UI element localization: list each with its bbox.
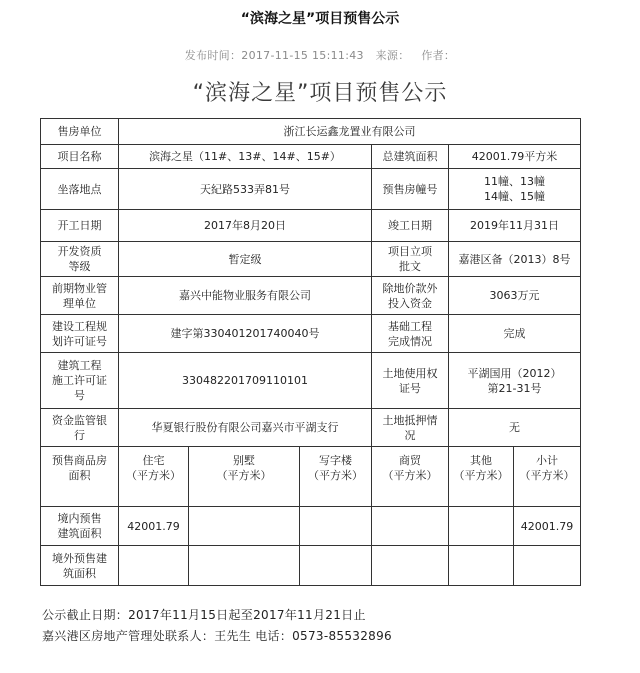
mortgage-label — [372, 409, 449, 447]
start-date-value: 2017年8月20日 — [119, 210, 372, 242]
domestic-commercial-value — [372, 507, 449, 546]
col-office-header — [300, 447, 372, 507]
property-mgmt-value: 嘉兴中能物业服务有限公司 — [119, 277, 372, 315]
col-unit: （平方米） — [126, 469, 181, 482]
table-row — [41, 447, 581, 507]
presale-building-label: 预售房幢号 — [372, 169, 449, 210]
col-name: 别墅 — [233, 454, 255, 467]
label-line: 建筑面积 — [57, 527, 102, 540]
dev-qualification-value: 暂定级 — [119, 242, 372, 277]
author-label: 作者： — [421, 49, 456, 62]
label-line: 境内预售 — [57, 512, 102, 525]
project-name-label: 项目名称 — [41, 145, 119, 169]
label-line: 完成情况 — [388, 334, 432, 348]
foreign-office-value — [300, 546, 372, 586]
publish-time: 发布时间：2017-11-15 15:11:43 — [184, 49, 364, 62]
label-line: 号 — [74, 389, 85, 402]
label-line: 基础工程 — [388, 319, 432, 333]
domestic-area-label — [41, 507, 119, 546]
investment-value: 3063万元 — [449, 277, 581, 315]
label-line: 投入资金 — [388, 296, 432, 310]
col-unit: （平方米） — [308, 469, 363, 482]
dev-qualification-label — [41, 242, 119, 277]
col-name: 其他 — [470, 454, 492, 467]
label-line: 批文 — [399, 260, 421, 273]
label-line: 土地抵押情 — [382, 413, 438, 427]
col-villa-header — [189, 447, 300, 507]
label-line: 理单位 — [63, 296, 96, 310]
approval-label — [372, 242, 449, 277]
table-row — [41, 169, 581, 210]
label-line: 况 — [404, 428, 416, 442]
label-line: 筑面积 — [63, 566, 96, 580]
property-mgmt-label — [41, 277, 119, 315]
article-meta — [0, 47, 640, 63]
total-area-label: 总建筑面积 — [372, 145, 449, 169]
seller-label: 售房单位 — [41, 119, 119, 145]
col-unit: （平方米） — [216, 469, 272, 482]
table-row — [41, 546, 581, 586]
land-cert-line2: 第21-31号 — [487, 381, 542, 395]
foreign-commercial-value — [372, 546, 449, 586]
presale-building-line2: 14幢、15幢 — [484, 190, 546, 203]
col-subtotal-header — [514, 447, 581, 507]
label-line: 前期物业管 — [52, 281, 107, 295]
label-line: 建筑工程 — [57, 359, 102, 372]
col-name: 写字楼 — [319, 454, 352, 467]
label-line: 开发资质 — [57, 245, 102, 258]
col-unit: （平方米） — [453, 469, 509, 482]
fund-bank-label — [41, 409, 119, 447]
foundation-value: 完成 — [449, 315, 581, 353]
land-cert-line1: 平湖国用（2012） — [467, 366, 562, 380]
col-name: 小计 — [536, 454, 559, 467]
col-residential-header — [119, 447, 189, 507]
presale-building-line1: 11幢、13幢 — [484, 175, 546, 188]
total-area-value: 42001.79平方米 — [449, 145, 581, 169]
mortgage-value: 无 — [449, 409, 581, 447]
label-line: 面积 — [68, 469, 91, 482]
domestic-residential-value: 42001.79 — [119, 507, 189, 546]
domestic-villa-value — [189, 507, 300, 546]
label-line: 境外预售建 — [52, 551, 107, 565]
source-label: 来源： — [375, 49, 410, 62]
foreign-area-label — [41, 546, 119, 586]
label-line: 划许可证号 — [52, 334, 107, 348]
contact-info: 嘉兴港区房地产管理处联系人：王先生 电话：0573-85532896 — [42, 629, 392, 643]
col-commercial-header — [372, 447, 449, 507]
col-unit: （平方米） — [382, 469, 438, 482]
label-line: 建设工程规 — [52, 319, 107, 333]
label-line: 除地价款外 — [382, 281, 438, 295]
fund-bank-value: 华夏银行股份有限公司嘉兴市平湖支行 — [119, 409, 372, 447]
table-row — [41, 145, 581, 169]
project-name-value: 滨海之星（11#、13#、14#、15#） — [119, 145, 372, 169]
table-row — [41, 507, 581, 546]
completion-date-value: 2019年11月31日 — [449, 210, 581, 242]
seller-value: 浙江长运鑫龙置业有限公司 — [119, 119, 581, 145]
label-line: 施工许可证 — [52, 374, 107, 387]
label-line: 预售商品房 — [52, 454, 107, 467]
land-cert-value — [449, 353, 581, 409]
label-line: 土地使用权 — [382, 366, 438, 380]
domestic-other-value — [449, 507, 514, 546]
construction-permit-value: 330482201709110101 — [119, 353, 372, 409]
label-line: 证号 — [399, 381, 421, 395]
planning-permit-value: 建字第330401201740040号 — [119, 315, 372, 353]
table-row — [41, 119, 581, 145]
col-name: 住宅 — [142, 454, 165, 467]
col-other-header — [449, 447, 514, 507]
foreign-residential-value — [119, 546, 189, 586]
table-row — [41, 277, 581, 315]
page-title: “滨海之星”项目预售公示 — [240, 11, 400, 27]
label-line: 等级 — [68, 260, 91, 273]
domestic-office-value — [300, 507, 372, 546]
location-value: 天紀路533弄81号 — [119, 169, 372, 210]
notice-period: 公示截止日期：2017年11月15日起至2017年11月21日止 — [42, 608, 366, 622]
presale-info-table — [40, 118, 581, 586]
presale-building-value — [449, 169, 581, 210]
col-unit: （平方米） — [519, 469, 575, 482]
table-row — [41, 353, 581, 409]
label-line: 项目立项 — [388, 245, 432, 258]
investment-label — [372, 277, 449, 315]
planning-permit-label — [41, 315, 119, 353]
area-header-label — [41, 447, 119, 507]
location-label: 坐落地点 — [41, 169, 119, 210]
land-cert-label — [372, 353, 449, 409]
col-name: 商贸 — [399, 454, 421, 467]
approval-value: 嘉港区备（2013）8号 — [449, 242, 581, 277]
label-line: 资金监管银 — [52, 413, 107, 427]
completion-date-label: 竣工日期 — [372, 210, 449, 242]
label-line: 行 — [74, 428, 85, 442]
table-row — [41, 210, 581, 242]
construction-permit-label — [41, 353, 119, 409]
foreign-other-value — [449, 546, 514, 586]
foreign-villa-value — [189, 546, 300, 586]
foreign-subtotal-value — [514, 546, 581, 586]
table-row — [41, 315, 581, 353]
table-row — [41, 409, 581, 447]
domestic-subtotal-value: 42001.79 — [514, 507, 581, 546]
start-date-label: 开工日期 — [41, 210, 119, 242]
document-title: “滨海之星”项目预售公示 — [192, 81, 448, 106]
foundation-label — [372, 315, 449, 353]
table-row — [41, 242, 581, 277]
